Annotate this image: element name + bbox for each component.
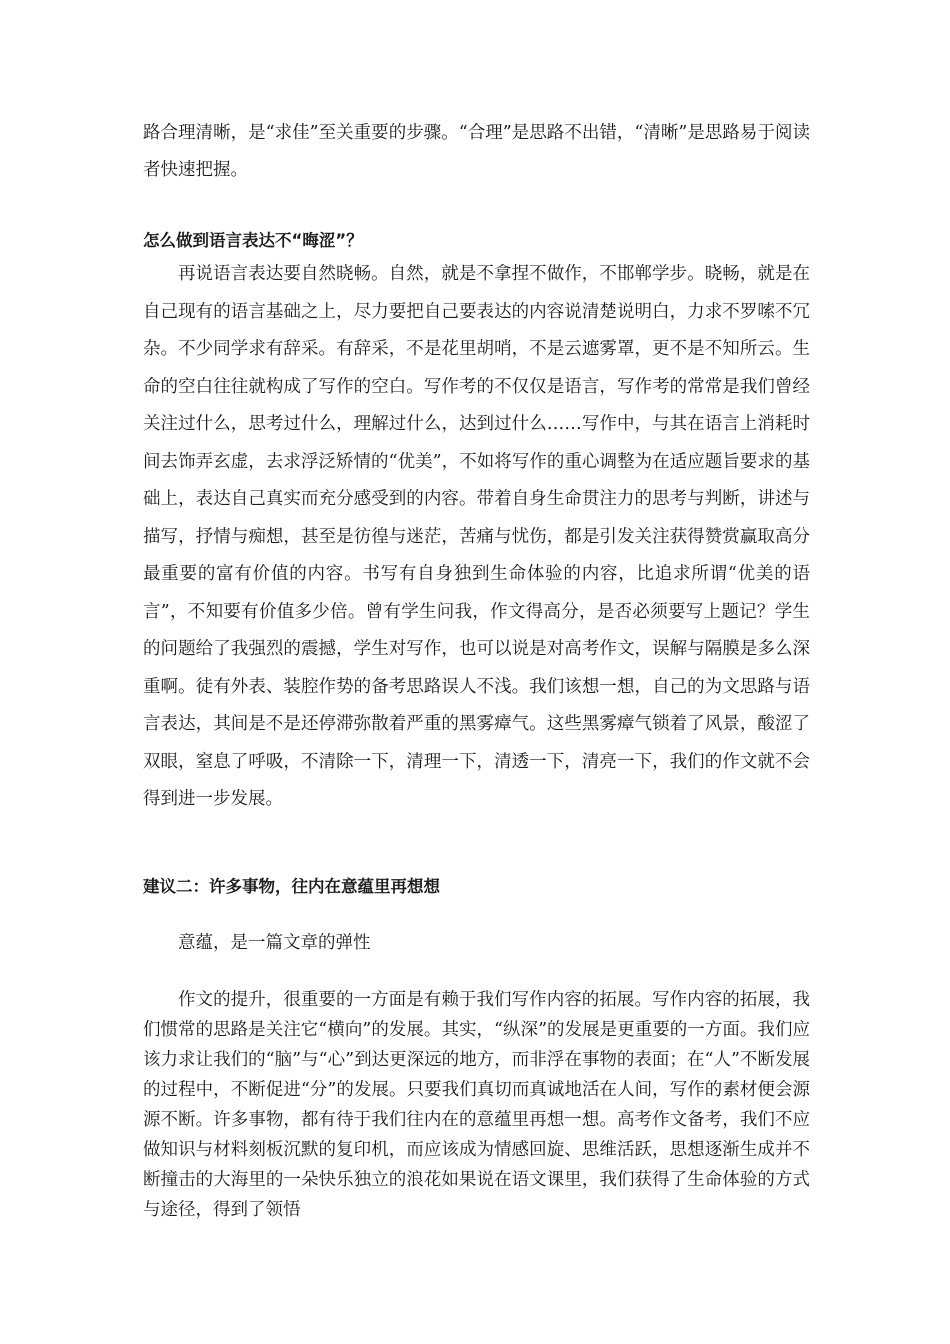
language-paragraph: 再说语言表达要自然晓畅。自然，就是不拿捏不做作，不邯郸学步。晓畅，就是在自己现有的语言基础之上，尽力要把自己要表达的内容说清楚说明白，力求不罗嗦不冗杂。不少同学求有辞采。有辞采，不是花里胡哨，不是云遮雾罩，更不是不知所云。生命的空白往往就构成了写作的空白。写作考的不仅仅是语言，写作考的常常是我们曾经关注过什么，思考过什么，理解过什么，达到过什么……写作中，与其在语言上消耗时间去饰弄玄虚，去求浮泛矫情的“优美”，不如将写作的重心调整为在适应题旨要求的基础上，表达自己真实而充分感受到的内容。带着自身生命贯注力的思考与判断，讲述与描写，抒情与痴想，甚至是彷徨与迷茫，苦痛与忧伤，都是引发关注获得赞赏赢取高分最重要的富有价值的内容。书写有自身独到生命体验的内容，比追求所谓“优美的语言”，不知要有价值多少倍。曾有学生问我，作文得高分，是否必须要写上题记？学生的问题给了我强烈的震撼，学生对写作，也可以说是对高考作文，误解与隔膜是多么深重啊。徒有外表、装腔作势的备考思路误人不浅。我们该想一想，自己的为文思路与语言表达，其间是不是还停滞弥散着严重的黑雾瘴气。这些黑雾瘴气锁着了风景，酸涩了双眼，窒息了呼吸，不清除一下，清理一下，清透一下，清亮一下，我们的作文就不会得到进一步发展。 bbox=[143, 264, 810, 809]
subheading-meaning: 意蕴，是一篇文章的弹性 bbox=[178, 933, 371, 953]
section-heading-language: 怎么做到语言表达不“晦涩”？ bbox=[143, 231, 363, 250]
depth-paragraph: 作文的提升，很重要的一方面是有赖于我们写作内容的拓展。写作内容的拓展，我们惯常的思路是关注它“横向”的发展。其实，“纵深”的发展是更重要的一方面。我们应该力求让我们的“脑”与“心”到达更深远的地方，而非浮在事物的表面；在“人”不断发展的过程中，不断促进“分”的发展。只要我们真切而真诚地活在人间，写作的素材便会源源不断。许多事物，都有待于我们往内在的意蕴里再想一想。高考作文备考，我们不应做知识与材料刻板沉默的复印机，而应该成为情感回旋、思维活跃，思想逐渐生成并不断撞击的大海里的一朵快乐独立的浪花如果说在语文课里，我们获得了生命体验的方式与途径，得到了领悟 bbox=[143, 990, 810, 1220]
intro-paragraph: 路合理清晰，是“求佳”至关重要的步骤。“合理”是思路不出错，“清晰”是思路易于阅读者快速把握。 bbox=[143, 123, 810, 180]
section-heading-suggestion-two: 建议二：许多事物，往内在意蕴里再想想 bbox=[143, 877, 440, 896]
